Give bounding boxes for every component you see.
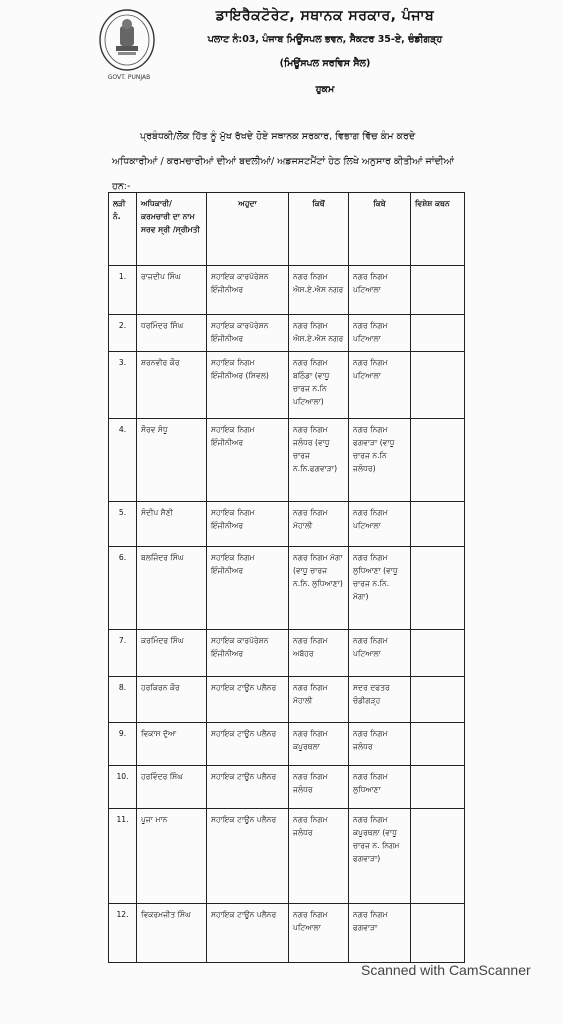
cell-from: ਨਗਰ ਨਿਗਮ ਐਸ.ਏ.ਐਸ ਨਗਰ [289, 315, 349, 352]
cell-post: ਸਹਾਇਕ ਟਾਊਨ ਪਲੈਨਰ [207, 677, 289, 723]
cell-sn: 5. [109, 502, 137, 547]
cell-remarks [411, 266, 465, 315]
cell-sn: 9. [109, 723, 137, 766]
table-row [109, 315, 465, 352]
cell-to: ਨਗਰ ਨਿਗਮ ਲੁਧਿਆਣਾ (ਵਾਧੂ ਚਾਰਜ ਨ.ਨਿ. ਮੋਗਾ) [349, 547, 411, 630]
intro-line-1: ਪ੍ਰਬੰਧਕੀ/ਲੋਕ ਹਿੱਤ ਨੂੰ ਮੁੱਖ ਰੱਖਦੇ ਹੋਏ ਸਥਾਨਕ ਸਰਕਾਰ, ਵਿਭਾਗ ਵਿੱਚ ਕੰਮ ਕਰਦੇ [140, 131, 416, 142]
cell-name: ਹਰਕਿਰਨ ਕੌਰ [137, 677, 207, 723]
office-address: ਪਲਾਟ ਨੰ:03, ਪੰਜਾਬ ਮਿਊਂਸਪਲ ਭਵਨ, ਸੈਕਟਰ 35-ਏ, ਚੰਡੀਗੜ੍ਹ [207, 34, 443, 45]
cell-to: ਨਗਰ ਨਿਗਮ ਪਟਿਆਲਾ [349, 315, 411, 352]
state-emblem-icon [98, 8, 156, 72]
cell-post: ਸਹਾਇਕ ਨਿਗਮ ਇੰਜੀਨੀਅਰ [207, 547, 289, 630]
cell-remarks [411, 809, 465, 904]
cell-from: ਨਗਰ ਨਿਗਮ ਮੋਹਾਲੀ [289, 677, 349, 723]
table-row [109, 547, 465, 630]
intro-line-2: ਅਧਿਕਾਰੀਆਂ / ਕਰਮਚਾਰੀਆਂ ਦੀਆਂ ਬਦਲੀਆਂ/ ਅਡਜਸਟਮੈਂਟਾਂ ਹੇਠ ਲਿਖੇ ਅਨੁਸਾਰ ਕੀਤੀਆਂ ਜਾਂਦੀਆਂ [112, 156, 455, 167]
transfer-table [108, 192, 465, 963]
cell-to: ਨਗਰ ਨਿਗਮ ਪਟਿਆਲਾ [349, 352, 411, 419]
directorate-title: ਡਾਇਰੈਕਟੋਰੇਟ, ਸਥਾਨਕ ਸਰਕਾਰ, ਪੰਜਾਬ [215, 8, 435, 24]
cell-sn: 11. [109, 809, 137, 904]
table-row [109, 904, 465, 963]
cell-sn: 6. [109, 547, 137, 630]
cell-sn: 8. [109, 677, 137, 723]
cell-to: ਨਗਰ ਨਿਗਮ ਪਟਿਆਲਾ [349, 502, 411, 547]
cell-from: ਨਗਰ ਨਿਗਮ ਬਠਿੰਡਾ (ਵਾਧੂ ਚਾਰਜ ਨ.ਨਿ ਪਟਿਆਲਾ) [289, 352, 349, 419]
cell-from: ਨਗਰ ਨਿਗਮ ਜਲੰਧਰ [289, 766, 349, 809]
cell-sn: 1. [109, 266, 137, 315]
table-row [109, 723, 465, 766]
cell-remarks [411, 352, 465, 419]
cell-remarks [411, 723, 465, 766]
header-remarks: ਵਿਸ਼ੇਸ਼ ਕਥਨ [411, 193, 465, 266]
cell-name: ਬਲਜਿੰਦਰ ਸਿੰਘ [137, 547, 207, 630]
cell-post: ਸਹਾਇਕ ਨਿਗਮ ਇੰਜੀਨੀਅਰ [207, 419, 289, 502]
cell-from: ਨਗਰ ਨਿਗਮ ਮੋਗਾ (ਵਾਧੂ ਚਾਰਜ ਨ.ਨਿ. ਲੁਧਿਆਣਾ) [289, 547, 349, 630]
cell-remarks [411, 315, 465, 352]
cell-post: ਸਹਾਇਕ ਟਾਊਨ ਪਲੈਨਰ [207, 904, 289, 963]
emblem-caption: GOVT. PUNJAB [107, 74, 151, 81]
table-row [109, 352, 465, 419]
scanner-watermark: Scanned with CamScanner [361, 962, 531, 978]
cell-name: ਵਿਕਾਸ ਦੁੱਆ [137, 723, 207, 766]
cell-post: ਸਹਾਇਕ ਟਾਊਨ ਪਲੈਨਰ [207, 809, 289, 904]
cell-sn: 2. [109, 315, 137, 352]
cell-remarks [411, 419, 465, 502]
header-sn: ਲੜੀ ਨੰ. [109, 193, 137, 266]
cell-post: ਸਹਾਇਕ ਕਾਰਪੋਰੇਸ਼ਨ ਇੰਜੀਨੀਅਰ [207, 630, 289, 677]
cell-post: ਸਹਾਇਕ ਨਿਗਮ ਇੰਜੀਨੀਅਰ [207, 502, 289, 547]
cell-sn: 4. [109, 419, 137, 502]
cell-to: ਨਗਰ ਨਿਗਮ ਫਗਵਾੜਾ (ਵਾਧੂ ਚਾਰਜ ਨ.ਨਿ ਜਲੰਧਰ) [349, 419, 411, 502]
cell-sn: 7. [109, 630, 137, 677]
cell-remarks [411, 766, 465, 809]
cell-name: ਵਿਕਰਮਜੀਤ ਸਿੰਘ [137, 904, 207, 963]
cell-from: ਨਗਰ ਨਿਗਮ ਪਟਿਆਲਾ [289, 904, 349, 963]
order-heading: ਹੁਕਮ [315, 84, 335, 95]
cell-to: ਨਗਰ ਨਿਗਮ ਪਟਿਆਲਾ [349, 630, 411, 677]
cell-name: ਹਰਵਿੰਦਰ ਸਿੰਘ [137, 766, 207, 809]
cell-remarks [411, 630, 465, 677]
cell-to: ਸਦਰ ਦਫਤਰ ਚੰਡੀਗੜ੍ਹ [349, 677, 411, 723]
cell-post: ਸਹਾਇਕ ਟਾਊਨ ਪਲੈਨਰ [207, 766, 289, 809]
cell-from: ਨਗਰ ਨਿਗਮ ਮੋਹਾਲੀ [289, 502, 349, 547]
cell-post: ਸਹਾਇਕ ਕਾਰਪੋਰੇਸ਼ਨ ਇੰਜੀਨੀਅਰ [207, 315, 289, 352]
cell-name: ਸੰਦੀਪ ਸੈਣੀ [137, 502, 207, 547]
intro-line-3: ਹਨ:- [112, 181, 131, 192]
cell-to: ਨਗਰ ਨਿਗਮ ਪਟਿਆਲਾ [349, 266, 411, 315]
header-name: ਅਧਿਕਾਰੀ/ ਕਰਮਚਾਰੀ ਦਾ ਨਾਮ ਸਰਵ ਸ੍ਰੀ /ਸ੍ਰੀਮਤੀ [137, 193, 207, 266]
table-row [109, 502, 465, 547]
table-row [109, 630, 465, 677]
table-header-row [109, 193, 465, 266]
cell-name: ਪੂਜਾ ਮਾਨ [137, 809, 207, 904]
table-row [109, 419, 465, 502]
order-intro [112, 124, 462, 199]
cell-from: ਨਗਰ ਨਿਗਮ ਜਲੰਧਰ [289, 809, 349, 904]
cell-to: ਨਗਰ ਨਿਗਮ ਲੁਧਿਆਣਾ [349, 766, 411, 809]
cell-sn: 10. [109, 766, 137, 809]
table-row [109, 266, 465, 315]
cell-to: ਨਗਰ ਨਿਗਮ ਫਗਵਾੜਾ [349, 904, 411, 963]
cell-post: ਸਹਾਇਕ ਨਿਗਮ ਇੰਜੀਨੀਅਰ (ਸਿਵਲ) [207, 352, 289, 419]
cell-name: ਧਰਮਿੰਦਰ ਸਿੰਘ [137, 315, 207, 352]
cell-from: ਨਗਰ ਨਿਗਮ ਐਸ.ਏ.ਐਸ ਨਗਰ [289, 266, 349, 315]
cell-name: ਰਾਜਦੀਪ ਸਿੰਘ [137, 266, 207, 315]
cell-remarks [411, 502, 465, 547]
cell-post: ਸਹਾਇਕ ਟਾਊਨ ਪਲੈਨਰ [207, 723, 289, 766]
cell-name: ਸ਼ਰਨਵੀਰ ਕੌਰ [137, 352, 207, 419]
header-from: ਕਿਥੋਂ [289, 193, 349, 266]
letterhead [0, 0, 563, 112]
cell-name: ਕਰਮਿੰਦਰ ਸਿੰਘ [137, 630, 207, 677]
cell-sn: 3. [109, 352, 137, 419]
cell-to: ਨਗਰ ਨਿਗਮ ਜਲੰਧਰ [349, 723, 411, 766]
header-to: ਕਿਥੇ [349, 193, 411, 266]
table-row [109, 766, 465, 809]
cell-name: ਸੌਰਵ ਸੰਧੂ [137, 419, 207, 502]
cell-name: (ਮਿਊਂਸਪਲ ਸਰਵਿਸ ਸੈਲ) [279, 58, 371, 69]
cell-from: ਨਗਰ ਨਿਗਮ ਕਪੂਰਥਲਾ [289, 723, 349, 766]
table-row [109, 809, 465, 904]
cell-from: ਨਗਰ ਨਿਗਮ ਅਬੋਹਰ [289, 630, 349, 677]
cell-to: ਨਗਰ ਨਿਗਮ ਕਪੂਰਥਲਾ (ਵਾਧੂ ਚਾਰਜ ਨ. ਨਿਗਮ ਫਗਵਾੜਾ) [349, 809, 411, 904]
cell-from: ਨਗਰ ਨਿਗਮ ਜਲੰਧਰ (ਵਾਧੂ ਚਾਰਜ ਨ.ਨਿ.ਫਗਵਾੜਾ) [289, 419, 349, 502]
cell-post: ਸਹਾਇਕ ਕਾਰਪੋਰੇਸ਼ਨ ਇੰਜੀਨੀਅਰ [207, 266, 289, 315]
header-post: ਅਹੁਦਾ [207, 193, 289, 266]
table-row [109, 677, 465, 723]
cell-remarks [411, 677, 465, 723]
cell-remarks [411, 547, 465, 630]
cell-remarks [411, 904, 465, 963]
cell-sn: 12. [109, 904, 137, 963]
